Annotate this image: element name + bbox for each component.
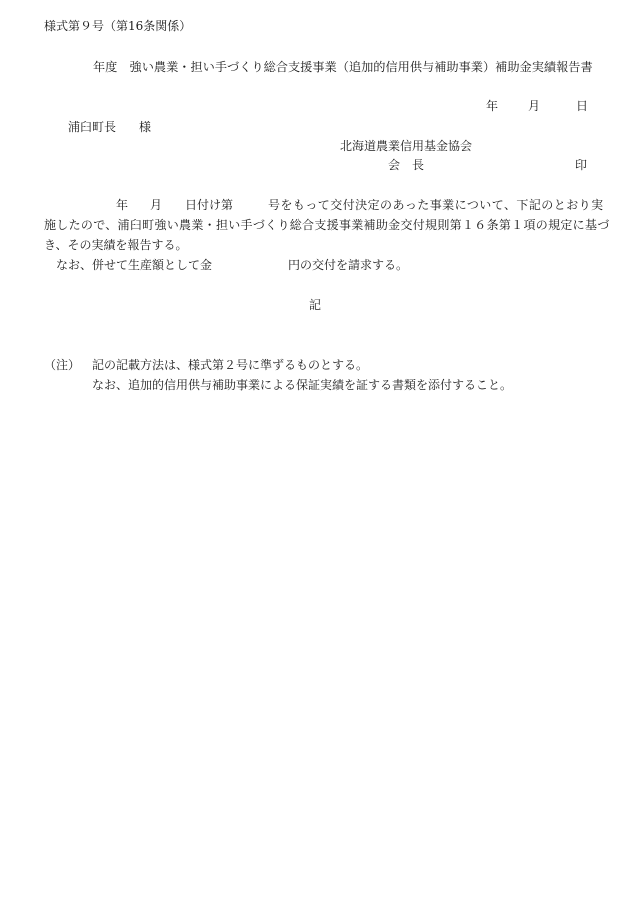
addressee-name: 浦臼町長: [68, 120, 117, 134]
sender-organization: 北海道農業信用基金協会: [340, 139, 473, 153]
body-month-label: 月: [150, 198, 163, 212]
body-text-line3: き、その実績を報告する。: [44, 238, 188, 252]
seal-mark: 印: [575, 158, 588, 172]
ki-heading: 記: [309, 298, 322, 312]
claim-text-suffix: 円の交付を請求する。: [288, 258, 409, 272]
addressee-honorific: 様: [139, 120, 152, 134]
note-line1: 記の記載方法は、様式第２号に準ずるものとする。: [92, 358, 369, 372]
body-text-line1: 号をもって交付決定のあった事業について、下記のとおり実: [268, 198, 604, 212]
body-date-reference: 日付け第: [185, 198, 234, 212]
claim-text-prefix: なお、併せて生産額として金: [56, 258, 213, 272]
body-year-label: 年: [116, 198, 129, 212]
date-day-label: 日: [576, 99, 589, 113]
note-line2: なお、追加的信用供与補助事業による保証実績を証する書類を添付すること。: [92, 378, 513, 392]
date-month-label: 月: [528, 99, 541, 113]
note-label: （注）: [44, 358, 81, 372]
body-text-line2: 施したので、浦臼町強い農業・担い手づくり総合支援事業補助金交付規則第１６条第１項の規定に基づ: [44, 218, 610, 232]
date-year-label: 年: [486, 99, 499, 113]
form-number: 様式第９号（第16条関係）: [44, 19, 192, 33]
sender-title: 会 長: [388, 158, 425, 172]
document-title: 年度 強い農業・担い手づくり総合支援事業（追加的信用供与補助事業）補助金実績報告書: [93, 60, 593, 74]
